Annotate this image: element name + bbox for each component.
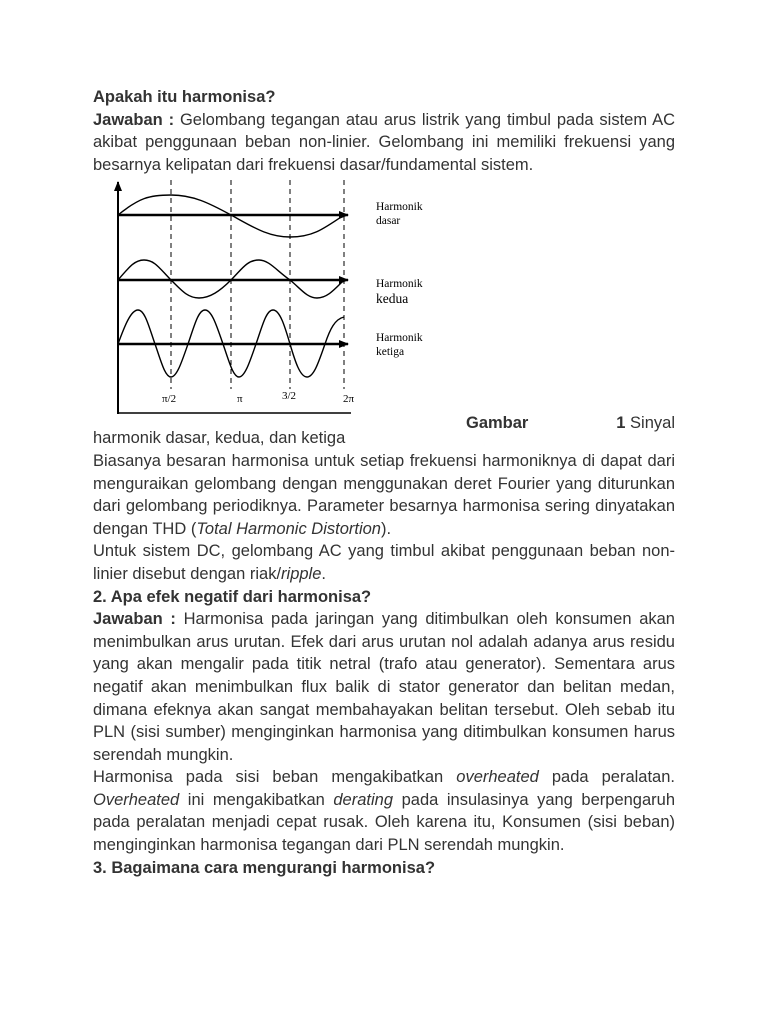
paragraph-dc-end: . xyxy=(321,564,326,583)
answer-2-text: Harmonisa pada jaringan yang ditimbulkan oleh konsumen akan menimbulkan arus urutan. Efek dari arus urutan nol adalah adanya arus residu yang akan mengalir pada titik netral (trafo atau generator). Sementara arus negatif akan menimbulkan flux balik di stator generator dan belitan medan, dimana efeknya akan sangat membahayakan belitan tersebut. Oleh sebab itu PLN (sisi sumber) menginginkan harmonisa yang ditimbulkan konsumen harus serendah mungkin. xyxy=(93,610,675,764)
beban-text-2: pada peralatan. xyxy=(538,768,675,787)
paragraph-dc xyxy=(93,540,675,585)
answer-1-paragraph xyxy=(93,109,675,177)
overheated-term-1: overheated xyxy=(456,768,539,787)
harmonic-waveform-figure xyxy=(111,177,441,417)
paragraph-fourier-end: ). xyxy=(380,519,392,538)
label-harmonik-kedua-1: Harmonik xyxy=(376,278,423,291)
answer-2-label: Jawaban : xyxy=(93,610,176,629)
ripple-term: ripple xyxy=(281,564,322,583)
paragraph-fourier-text: Biasanya besaran harmonisa untuk setiap frekuensi harmoniknya di dapat dari menguraikan gelombang dengan menggunakan deret Fourier yang diturunkan dari gelombang periodiknya. Parameter besarnya harmonisa sering dinyatakan dengan THD ( xyxy=(93,451,675,538)
label-harmonik-ketiga-2: ketiga xyxy=(376,346,405,359)
paragraph-fourier xyxy=(93,450,675,540)
label-harmonik-dasar-1: Harmonik xyxy=(376,201,423,214)
document-page xyxy=(93,86,675,879)
derating-term: derating xyxy=(333,790,394,809)
caption-text-1: Sinyal xyxy=(625,413,675,432)
beban-text-1: Harmonisa pada sisi beban mengakibatkan xyxy=(93,768,457,787)
beban-text-4: pada insulasinya yang berpengaruh pada peralatan menjadi cepat rusak. Oleh karena itu, Konsumen (sisi beban) menginginkan harmonisa tegangan dari PLN serendah mungkin. xyxy=(93,790,676,855)
tick-label-3-2: 3/2 xyxy=(282,390,297,403)
figure-caption-continuation: harmonik dasar, kedua, dan ketiga xyxy=(93,429,346,448)
answer-2-paragraph xyxy=(93,608,675,766)
beban-text-3: ini mengakibatkan xyxy=(179,790,334,809)
label-harmonik-ketiga-1: Harmonik xyxy=(376,332,423,345)
tick-label-pi: π xyxy=(237,393,243,406)
caption-number-group xyxy=(616,412,675,435)
paragraph-beban xyxy=(93,766,675,856)
caption-word: Gambar xyxy=(466,413,529,432)
overheated-term-2: Overheated xyxy=(93,790,180,809)
thd-term: Total Harmonic Distortion xyxy=(196,519,381,538)
question-1-heading: Apakah itu harmonisa? xyxy=(93,88,276,106)
tick-label-2pi: 2π xyxy=(343,393,355,406)
answer-1-label: Jawaban : xyxy=(93,110,175,129)
caption-number: 1 xyxy=(616,413,626,432)
label-harmonik-kedua-2: kedua xyxy=(376,291,409,307)
tick-label-pi-half: π/2 xyxy=(162,393,177,406)
question-2-heading: 2. Apa efek negatif dari harmonisa? xyxy=(93,587,372,606)
figure-caption-line xyxy=(466,412,675,435)
answer-1-text: Gelombang tegangan atau arus listrik yang timbul pada sistem AC akibat penggunaan beban non-linier. Gelombang ini memiliki frekuensi yang besarnya kelipatan dari frekuensi dasar/fundamental sistem. xyxy=(93,110,675,174)
question-3-heading: 3. Bagaimana cara mengurangi harmonisa? xyxy=(93,858,436,877)
figure-row xyxy=(93,177,675,432)
paragraph-dc-text: Untuk sistem DC, gelombang AC yang timbul akibat penggunaan beban non-linier disebut dengan riak/ xyxy=(93,542,675,583)
label-harmonik-dasar-2: dasar xyxy=(376,215,401,228)
